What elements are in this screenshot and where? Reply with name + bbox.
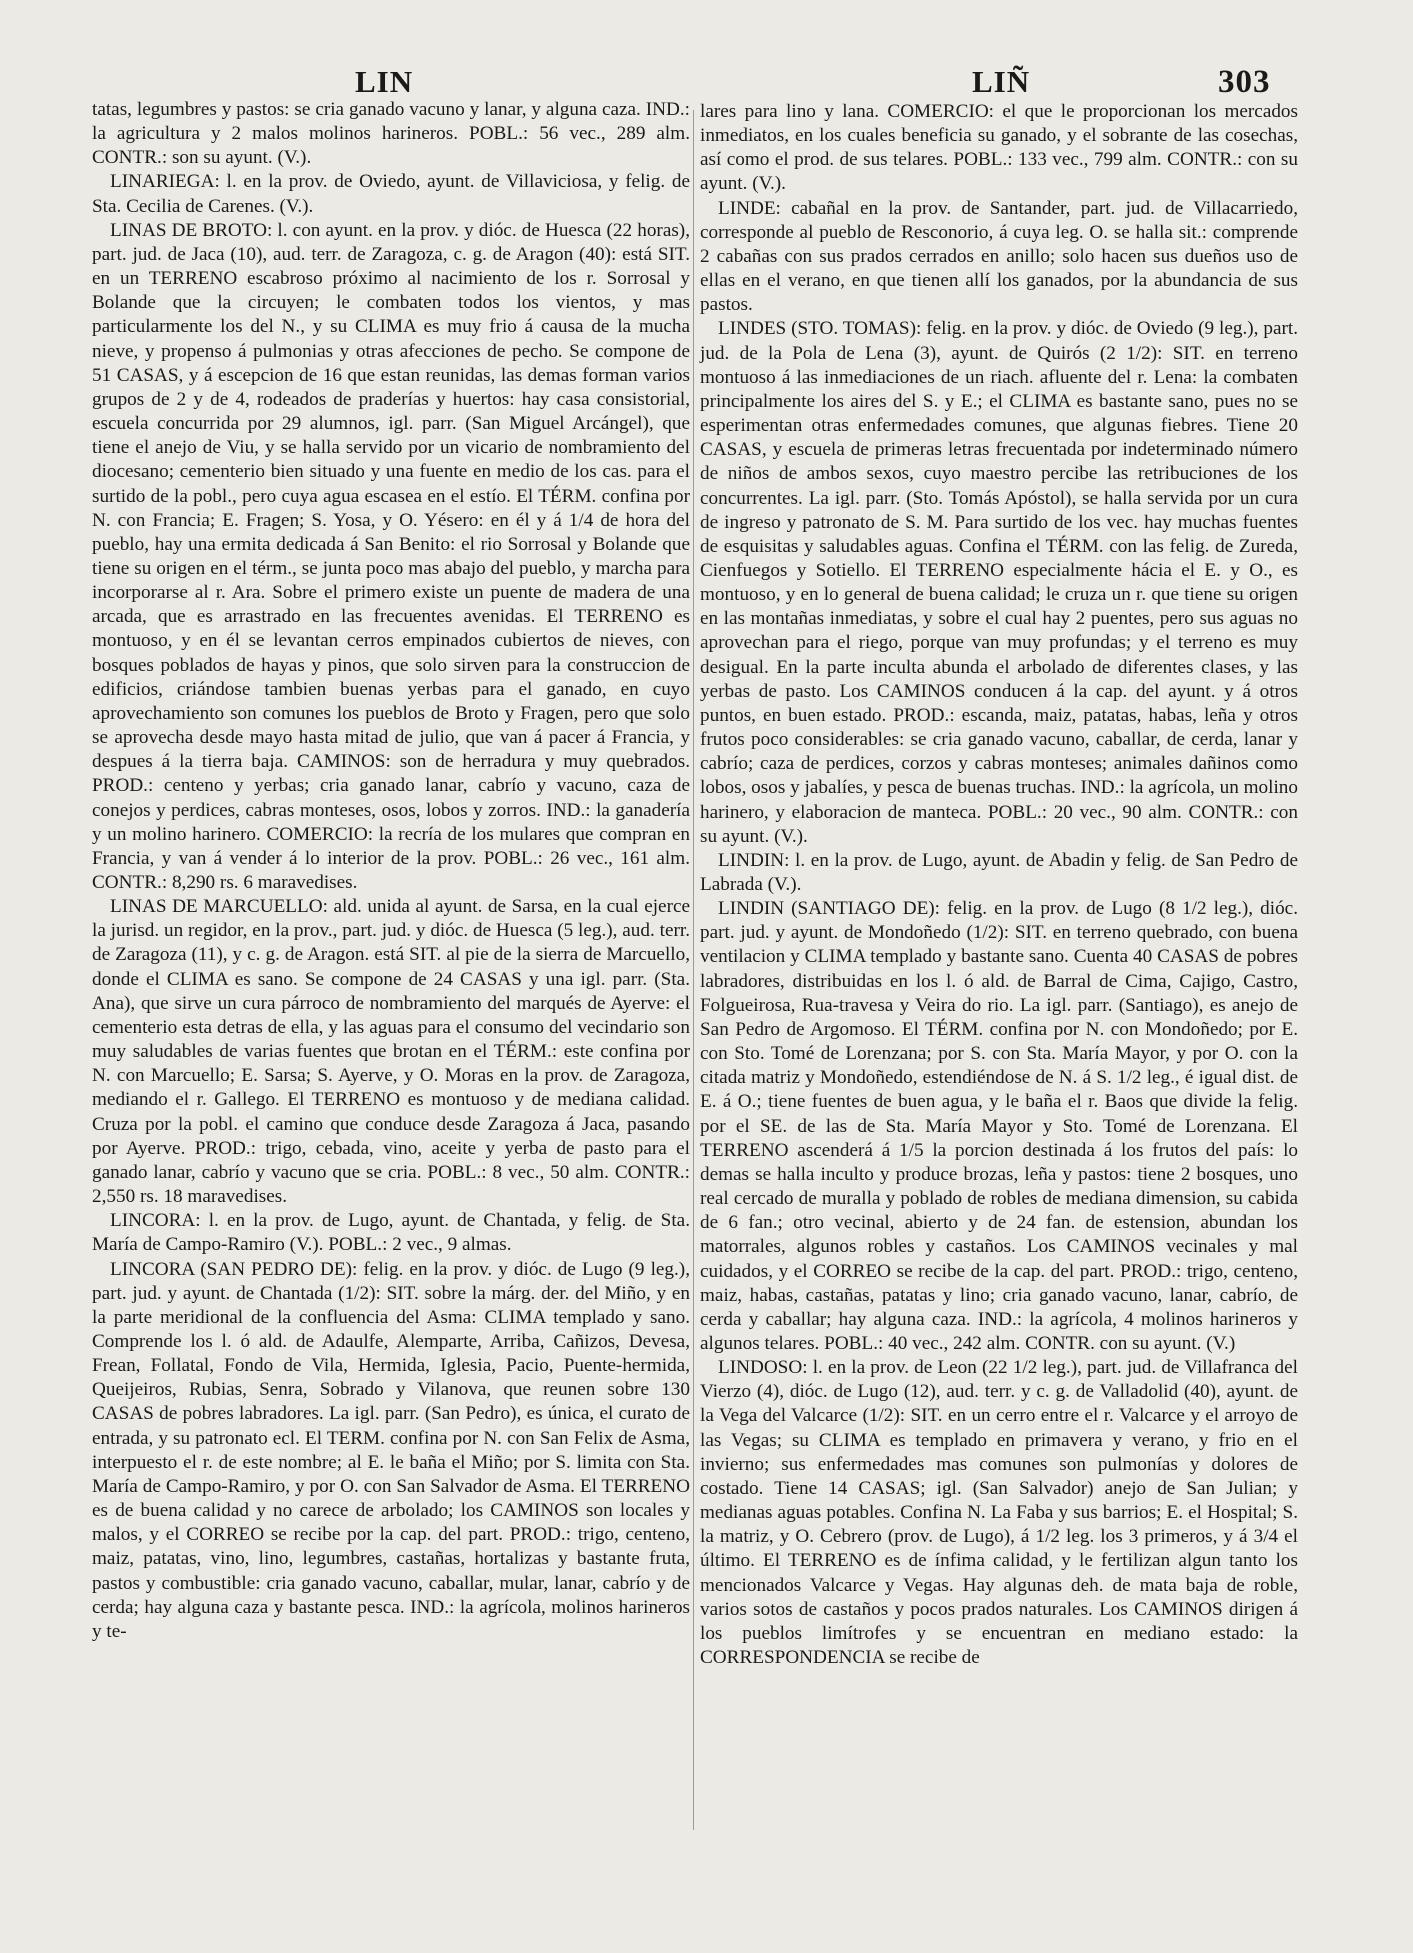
column-rule	[693, 110, 694, 1830]
left-column	[92, 98, 690, 1644]
entry-lincora-san-pedro: LINCORA (SAN PEDRO DE): felig. en la prov. y dióc. de Lugo (9 leg.), part. jud. y ayunt. de Chantada (1/2): SIT. sobre la márg. der. del Miño, y en la parte meridional de la confluencia del Asma: CLIMA templado y sano. Comprende los l. ó ald. de Adaulfe, Alemparte, Arriba, Cañizos, Devesa, Frean, Follatal, Fondo de Vila, Hermida, Iglesia, Pacio, Puente-hermida, Queijeiros, Rubias, Senra, Sobrado y Vilanova, que reunen sobre 130 CASAS de pobres labradores. La igl. parr. (San Pedro), es única, el curato de entrada, y su patronato ecl. El TERM. confina por N. con San Felix de Asma, interpuesto el r. de este nombre; al E. le baña el Miño; por S. limita con Sta. María de Campo-Ramiro, y por O. con San Salvador de Asma. El TERRENO es de buena calidad y no carece de arbolado; los CAMINOS son locales y malos, y el CORREO se recibe por la cap. del part. PROD.: trigo, centeno, maiz, patatas, vino, lino, legumbres, castañas, hortalizas y bastante fruta, pastos y combustible: cria ganado vacuno, caballar, mular, lanar, cabrío y de cerda; hay alguna caza y bastante pesca. IND.: la agrícola, molinos harineros y te-	[92, 1258, 690, 1642]
running-head-left: LIN	[355, 64, 414, 99]
entry-lindes: LINDES (STO. TOMAS): felig. en la prov. y dióc. de Oviedo (9 leg.), part. jud. de la Pola de Lena (3), ayunt. de Quirós (2 1/2): SIT. en terreno montuoso á las inmediaciones de un riach. afluente del r. Lena: la combaten principalmente los aires del S. y E.; el CLIMA es bastante sano, pues no se esperimentan otras enfermedades comunes, que algunas fiebres. Tiene 20 CASAS, y escuela de primeras letras frecuentada por indeterminado número de niños de ambos sexos, cuyo maestro percibe las retribuciones de los concurrentes. La igl. parr. (Sto. Tomás Apóstol), se halla servida por un cura de ingreso y patronato de S. M. Para surtido de los vec. hay muchas fuentes de esquisitas y saludables aguas. Confina el TÉRM. con las felig. de Zureda, Cienfuegos y Sotiello. El TERRENO especialmente hácia el E. y O., es montuoso, y en lo general de buena calidad; le cruza un r. que tiene su origen en las montañas inmediatas, y sobre el cual hay 2 puentes, pero sus aguas no aprovechan para el riego, porque van muy profundas; y el terreno es muy desigual. En la parte inculta abunda el arbolado de diferentes clases, y las yerbas de pasto. Los CAMINOS conducen á la cap. del ayunt. y á otros puntos, en buen estado. PROD.: escanda, maiz, patatas, habas, leña y otros frutos poco considerables: se cria ganado vacuno, caballar, de cerda, lanar y cabrío; caza de perdices, corzos y cabras monteses; animales dañinos como lobos, osos y jabalíes, y pesca de buenas truchas. IND.: la agrícola, un molino harinero, y elaboracion de manteca. POBL.: 20 vec., 90 alm. CONTR.: con su ayunt. (V.).	[700, 318, 1298, 847]
entry-lincora: LINCORA: l. en la prov. de Lugo, ayunt. de Chantada, y felig. de Sta. María de Campo-Ramiro (V.). POBL.: 2 vec., 9 almas.	[92, 1210, 690, 1256]
entry-linas-de-broto: LINAS DE BROTO: l. con ayunt. en la prov. y dióc. de Huesca (22 horas), part. jud. de Jaca (10), aud. terr. de Zaragoza, c. g. de Aragon (40): está SIT. en un TERRENO escabroso próximo al nacimiento de los r. Sorrosal y Bolande que la circuyen; le combaten todos los vientos, y mas particularmente los del N., y su CLIMA es muy frio á causa de la mucha nieve, y propenso á pulmonias y otras afecciones de pecho. Se compone de 51 CASAS, y á escepcion de 16 que estan reunidas, las demas forman varios grupos de 2 y de 4, rodeados de praderías y huertos: hay casa consistorial, escuela concurrida por 29 alumnos, igl. parr. (San Miguel Arcángel), que tiene el anejo de Viu, y se halla servido por un vicario de nombramiento del diocesano; cementerio bien situado y una fuente en medio de los cas. para el surtido de la pobl., pero cuya agua escasea en el estío. El TÉRM. confina por N. con Francia; E. Fragen; S. Yosa, y O. Yésero: en él y á 1/4 de hora del pueblo, hay una ermita dedicada á San Benito: el rio Sorrosal y Bolande que tiene su origen en el térm., se junta poco mas abajo del pueblo, y marcha para incorporarse al r. Ara. Sobre el primero existe un puente de madera de una arcada, que es arrastrado en las frecuentes avenidas. El TERRENO es montuoso, y en él se levantan cerros empinados cubiertos de nieves, con bosques poblados de hayas y pinos, que solo sirven para la construccion de edificios, criándose tambien buenas yerbas para el ganado, en cuyo aprovechamiento son comunes los pueblos de Broto y Fragen, pero que solo se aprovecha desde mayo hasta mitad de julio, que van á pacer á Francia, y despues á la tierra baja. CAMINOS: son de herradura y muy quebrados. PROD.: centeno y yerbas; cria ganado lanar, cabrío y vacuno, caza de conejos y perdices, cabras monteses, osos, lobos y zorros. IND.: la ganadería y un molino harinero. COMERCIO: la recría de los mulares que compran en Francia, y van á vender á lo interior de la prov. POBL.: 26 vec., 161 alm. CONTR.: 8,290 rs. 6 maravedises.	[92, 219, 690, 893]
page-number: 303	[1218, 64, 1271, 100]
entry-continuation: lares para lino y lana. COMERCIO: el que le proporcionan los mercados inmediatos, en los cuales beneficia su ganado, y el sobrante de las cosechas, así como el prod. de sus telares. POBL.: 133 vec., 799 alm. CONTR.: con su ayunt. (V.).	[700, 101, 1298, 195]
entry-lindoso: LINDOSO: l. en la prov. de Leon (22 1/2 leg.), part. jud. de Villafranca del Vierzo (4), dióc. de Lugo (12), aud. terr. y c. g. de Valladolid (40), ayunt. de la Vega del Valcarce (1/2): SIT. en un cerro entre el r. Valcarce y el arroyo de las Vegas; su CLIMA es templado en primavera y verano, y frio en el invierno; sus enfermedades mas comunes son pulmonías y dolores de costado. Tiene 14 CASAS; igl. (San Salvador) anejo de San Julian; y medianas aguas potables. Confina N. La Faba y sus barrios; E. el Hospital; S. la matriz, y O. Cebrero (prov. de Lugo), á 1/2 leg. los 3 primeros, y á 3/4 el último. El TERRENO es de ínfima calidad, y le fertilizan algun tanto los mencionados Valcarce y Vegas. Hay algunas deh. de mata baja de roble, varios sotos de castaños y pocos prados naturales. Los CAMINOS dirigen á los pueblos limítrofes y se encuentran en mediano estado: la CORRESPONDENCIA se recibe de	[700, 1357, 1298, 1668]
entry-linariega: LINARIEGA: l. en la prov. de Oviedo, ayunt. de Villaviciosa, y felig. de Sta. Cecilia de Carenes. (V.).	[92, 171, 690, 217]
right-column	[700, 100, 1298, 1670]
entry-lindin: LINDIN: l. en la prov. de Lugo, ayunt. de Abadin y felig. de San Pedro de Labrada (V.).	[700, 849, 1298, 895]
entry-continuation: tatas, legumbres y pastos: se cria ganado vacuno y lanar, y alguna caza. IND.: la agricultura y 2 malos molinos harineros. POBL.: 56 vec., 289 alm. CONTR.: son su ayunt. (V.).	[92, 99, 690, 169]
entry-linas-de-marcuello: LINAS DE MARCUELLO: ald. unida al ayunt. de Sarsa, en la cual ejerce la jurisd. un regidor, en la prov., part. jud. y dióc. de Huesca (5 leg.), aud. terr. de Zaragoza (11), y c. g. de Aragon. está SIT. al pie de la sierra de Marcuello, donde el CLIMA es sano. Se compone de 24 CASAS y una igl. parr. (Sta. Ana), que sirve un cura párroco de nombramiento del marqués de Ayerve: el cementerio esta detras de ella, y las aguas para el consumo del vecindario son muy saludables de varias fuentes que brotan en el TÉRM.: este confina por N. con Marcuello; E. Sarsa; S. Ayerve, y O. Moras en la prov. de Zaragoza, mediando el r. Gallego. El TERRENO es montuoso y de mediana calidad. Cruza por la pobl. el camino que conduce desde Zaragoza á Jaca, pasando por Ayerve. PROD.: trigo, cebada, vino, aceite y yerba de pasto para el ganado lanar, cabrío y vacuno que se cria. POBL.: 8 vec., 50 alm. CONTR.: 2,550 rs. 18 maravedises.	[92, 896, 690, 1208]
entry-linde: LINDE: cabañal en la prov. de Santander, part. jud. de Villacarriedo, corresponde al pueblo de Resconorio, á cuya leg. O. se halla sit.: comprende 2 cabañas con sus prados cerrados en anillo; solo hacen sus dueños uso de ellas en el verano, en que tienen allí los ganados, por la abundancia de sus pastos.	[700, 197, 1298, 316]
running-head-right: LIÑ	[972, 64, 1031, 99]
entry-lindin-santiago: LINDIN (SANTIAGO DE): felig. en la prov. de Lugo (8 1/2 leg.), dióc. part. jud. y ayunt. de Mondoñedo (1/2): SIT. en terreno quebrado, con buena ventilacion y CLIMA templado y bastante sano. Cuenta 40 CASAS de pobres labradores, distribuidas en los l. ó ald. de Barral de Cima, Cajigo, Castro, Folgueirosa, Rua-travesa y Veira do rio. La igl. parr. (Santiago), es anejo de San Pedro de Argomoso. El TÉRM. confina por N. con Mondoñedo; por E. con Sto. Tomé de Lorenzana; por S. con Sta. María Mayor, y por O. con la citada matriz y Mondoñedo, estendiéndose de N. á S. 1/2 leg., é igual dist. de E. á O.; tiene fuentes de buen agua, y le baña el r. Baos que divide la felig. por el SE. de las de Sta. María Mayor y Sto. Tomé de Lorenzana. El TERRENO ascenderá á 1/5 la porcion destinada á los frutos del país: lo demas se halla inculto y produce brozas, leña y pastos: tiene 2 bosques, uno real cercado de muralla y poblado de robles de mediana dimension, su cabida de 6 fan.; otro vecinal, abierto y de 24 fan. de estension, abundan los matorrales, algunos robles y castaños. Los CAMINOS vecinales y mal cuidados, y el CORREO se recibe de la cap. del part. PROD.: trigo, centeno, maiz, habas, castañas, patatas y lino; cria ganado vacuno, lanar, cabrío, de cerda y caballar; hay alguna caza. IND.: la agrícola, 4 molinos harineros y algunos telares. POBL.: 40 vec., 242 alm. CONTR. con su ayunt. (V.)	[700, 898, 1298, 1354]
